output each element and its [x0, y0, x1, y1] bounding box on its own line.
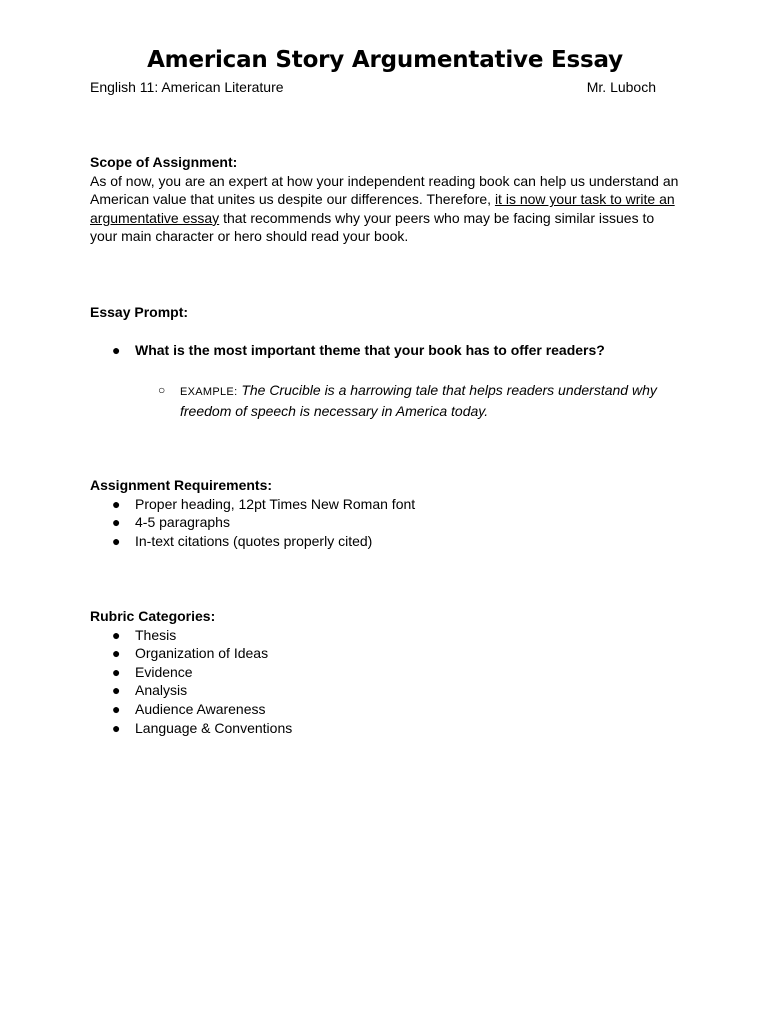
requirements-section: [90, 476, 680, 550]
rubric-text: Evidence: [135, 663, 193, 680]
list-item: [90, 532, 680, 551]
scope-text-before: As of now, you are an expert at how your independent reading book can help us understand an American value that unites us despite our differences. Therefore,: [90, 172, 679, 208]
bullet-icon: ●: [112, 682, 121, 699]
list-item: [90, 700, 680, 719]
list-item: [90, 626, 680, 645]
scope-section: [90, 153, 680, 246]
rubric-text: Audience Awareness: [135, 700, 266, 717]
prompt-example: [158, 381, 668, 421]
rubric-heading: Rubric Categories:: [90, 608, 216, 624]
rubric-text: Organization of Ideas: [135, 645, 269, 662]
requirements-list: [90, 495, 680, 551]
course-name: English 11: American Literature: [90, 79, 284, 95]
document-subheader: [90, 78, 656, 96]
scope-task-underlined: it is now your task to write an argumentative essay: [90, 191, 675, 226]
list-item: [90, 663, 680, 682]
bullet-icon: ●: [112, 700, 121, 717]
bullet-icon: ●: [112, 342, 121, 358]
requirements-heading: Assignment Requirements:: [90, 477, 273, 493]
bullet-icon: ●: [112, 495, 121, 512]
requirement-text: In-text citations (quotes properly cited): [135, 532, 373, 549]
scope-paragraph: [90, 172, 680, 246]
list-item: [90, 719, 680, 738]
rubric-list: [90, 626, 680, 738]
example-label: EXAMPLE:: [180, 386, 238, 398]
list-item: [90, 681, 680, 700]
bullet-icon: ●: [112, 514, 121, 531]
example-text: The Crucible is a harrowing tale that helps readers understand why freedom of speech is necessary in America today.: [180, 382, 657, 419]
requirement-text: 4-5 paragraphs: [135, 514, 230, 531]
scope-heading: Scope of Assignment:: [90, 154, 238, 170]
rubric-section: [90, 607, 680, 737]
bullet-icon: ●: [112, 626, 121, 643]
document-title: American Story Argumentative Essay: [147, 47, 623, 73]
scope-text-after: that recommends why your peers who may be facing similar issues to your main character or hero should read your book.: [90, 209, 655, 245]
rubric-text: Thesis: [135, 626, 177, 643]
hollow-bullet-icon: ○: [158, 383, 166, 397]
rubric-text: Language & Conventions: [135, 719, 293, 736]
list-item: [90, 495, 680, 514]
list-item: [90, 513, 680, 532]
teacher-name: Mr. Luboch: [586, 79, 656, 95]
example-body: [180, 381, 668, 421]
rubric-text: Analysis: [135, 682, 188, 699]
bullet-icon: ●: [112, 645, 121, 662]
bullet-icon: ●: [112, 663, 121, 680]
prompt-heading: Essay Prompt:: [90, 304, 189, 320]
bullet-icon: ●: [112, 532, 121, 549]
requirement-text: Proper heading, 12pt Times New Roman font: [135, 495, 416, 512]
bullet-icon: ●: [112, 719, 121, 736]
list-item: [90, 644, 680, 663]
prompt-question: What is the most important theme that your book has to offer readers?: [135, 342, 605, 358]
